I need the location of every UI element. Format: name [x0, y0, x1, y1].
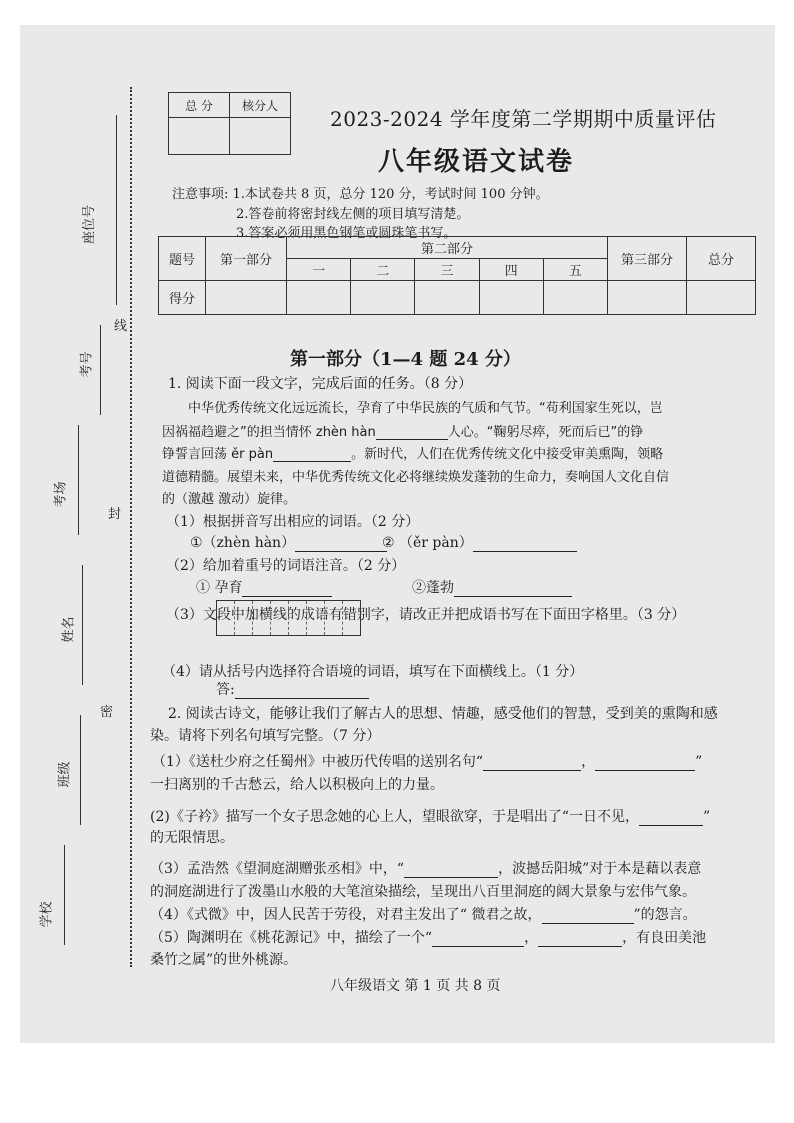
q2-s3-l2: 的洞庭湖进行了泼墨山水般的大笔渲染描绘，呈现出八百里洞庭的阔大景象与宏伟气象。 [150, 884, 696, 900]
q2-s2-l2: 的无限情思。 [150, 830, 234, 846]
name-label: 姓名 [61, 616, 77, 643]
poem-blank-3[interactable] [404, 877, 498, 878]
exam-subtitle: 八年级语文试卷 [378, 147, 575, 177]
erpan-blank[interactable] [273, 461, 351, 462]
score-cell[interactable] [479, 281, 543, 315]
q2-s2-a: (2)《子衿》描写一个女子思念她的心上人，望眼欲穿，于是唱出了“一日不见， [150, 809, 639, 825]
school-label: 学校 [39, 901, 55, 928]
q1-sub2-a [196, 577, 332, 597]
q2-s1-l2: 一扫离别的千古愁云，给人以积极向上的力量。 [150, 777, 444, 793]
q1-para-l2 [162, 421, 643, 440]
part2-sub-2: 二 [351, 259, 415, 281]
q1-sub1-b [382, 532, 577, 552]
part2-sub-1: 一 [287, 259, 351, 281]
seal-dotted-line [130, 87, 132, 967]
q2-s5-b: ，有良田美池 [622, 930, 707, 946]
q2-s5-l2: 桑竹之属”的世外桃源。 [150, 952, 298, 968]
poem-blank-5b[interactable] [538, 946, 622, 947]
score-cell[interactable] [415, 281, 479, 315]
zhenhan-blank[interactable] [376, 439, 448, 440]
q1-sub2: （2）给加着重号的词语注音。（2 分） [166, 558, 406, 574]
class-label: 班级 [57, 761, 73, 788]
note-1: 注意事项: 1.本试卷共 8 页，总分 120 分，考试时间 100 分钟。 [172, 187, 549, 202]
total-score-label: 总 分 [169, 93, 230, 118]
part2-sub-4: 四 [479, 259, 543, 281]
score-box [168, 92, 291, 155]
q2-s4 [150, 904, 697, 924]
exam-no-line [100, 325, 101, 415]
grade-table [158, 236, 756, 315]
score-cell[interactable] [543, 281, 607, 315]
score-cell[interactable] [287, 281, 351, 315]
q2-s3-b: ，波撼岳阳城”对于本是藉以表意 [498, 861, 702, 877]
q1-sub1-a-label: ①（zhèn hàn） [190, 535, 296, 551]
seat-label: 座位号 [82, 204, 98, 245]
zhenhan-answer[interactable] [295, 551, 387, 552]
q2-s2 [150, 806, 710, 826]
q2-s1 [152, 751, 702, 771]
poem-blank-5a[interactable] [432, 946, 524, 947]
poem-blank-4[interactable] [542, 923, 634, 924]
part-one-title: 第一部分（1—4 题 24 分） [290, 349, 521, 370]
score-cell[interactable] [687, 281, 756, 315]
pengbo-answer[interactable] [454, 596, 572, 597]
page-footer: 八年级语文 第 1 页 共 8 页 [330, 978, 501, 994]
q1-sub1-b-label: ② （ěr pàn） [382, 535, 473, 551]
q2-s5-a: （5）陶渊明在《桃花源记》中，描绘了一个“ [150, 930, 433, 946]
q1-para-l2a: 因祸福趋避之”的担当情怀 zhèn hàn [162, 425, 376, 440]
q1-para-l5: 的（激越 激动）旋律。 [162, 492, 297, 507]
q1-para-l4: 道德精髓。展望未来，中华优秀传统文化必将继续焕发蓬勃的生命力，奏响国人文化自信 [162, 470, 670, 485]
q1-sub2-a-label: ① 孕育 [196, 580, 243, 596]
part1-head: 第一部分 [206, 237, 287, 281]
poem-blank-1b[interactable] [595, 770, 695, 771]
q2-s1-a: （1）《送杜少府之任蜀州》中被历代传唱的送别名句“ [152, 754, 484, 770]
seal-char-feng: 封 [108, 503, 121, 522]
exam-no-label: 考号 [79, 351, 95, 378]
room-line [78, 425, 79, 535]
q1-para-l3 [162, 443, 663, 462]
q2-s2-end: ” [703, 809, 711, 825]
room-label: 考场 [53, 481, 69, 508]
school-line [64, 845, 65, 945]
q2-s3 [150, 858, 701, 878]
q2-s5 [150, 927, 706, 947]
part2-sub-5: 五 [543, 259, 607, 281]
q1-stem: 1. 阅读下面一段文字，完成后面的任务。（8 分） [168, 376, 473, 392]
seal-char-mi: 密 [100, 701, 113, 720]
q1-para-l3a: 铮誓言回荡 ěr pàn [162, 447, 274, 462]
exam-paper [20, 25, 775, 1043]
q1-sub3: （3）文段中加横线的成语有错别字，请改正并把成语书写在下面田字格里。（3 分） [166, 607, 686, 623]
q1-sub4-ans-label: 答: [216, 682, 235, 698]
q2-s1-comma: ， [581, 754, 596, 770]
q1-para-l3b: 。新时代，人们在优秀传统文化中接受审美熏陶，领略 [351, 447, 664, 462]
erpan-answer[interactable] [473, 551, 577, 552]
note-2: 2.答卷前将密封线左侧的项目填写清楚。 [236, 207, 470, 222]
part3-head: 第三部分 [608, 237, 687, 281]
q1-para-l1: 中华优秀传统文化远远流长，孕育了中华民族的气质和气节。“苟利国家生死以，岂 [188, 401, 663, 416]
class-line [80, 715, 81, 825]
note-3: 3.答案必须用黑色钢笔或圆珠笔书写。 [236, 226, 457, 241]
poem-blank-2[interactable] [639, 825, 703, 826]
total-head: 总分 [687, 237, 756, 281]
score-cell[interactable] [206, 281, 287, 315]
q2-s4-a: （4）《式微》中，因人民苦于劳役，对君主发出了“ 微君之故， [150, 907, 542, 923]
q2-stem-l2: 染。请将下列名句填写完整。（7 分） [150, 728, 381, 744]
score-cell[interactable] [351, 281, 415, 315]
seal-char-xian: 线 [114, 315, 127, 334]
q2-s4-b: ”的怨言。 [633, 907, 697, 923]
col-head: 题号 [159, 237, 206, 281]
q1-sub2-b-label: ②蓬勃 [412, 580, 454, 596]
score-cell[interactable] [608, 281, 687, 315]
q1-sub4-answer [216, 679, 369, 699]
checker-cell[interactable] [230, 118, 291, 155]
q2-stem-l1: 2. 阅读古诗文，能够让我们了解古人的思想、情趣，感受他们的智慧，受到美的熏陶和感 [168, 706, 718, 722]
q2-s1-end: ” [695, 754, 703, 770]
q2-s3-a: （3）孟浩然《望洞庭湖赠张丞相》中，“ [150, 861, 405, 877]
name-line [82, 565, 83, 685]
part2-head: 第二部分 [287, 237, 608, 259]
q1-para-l2b: 人心。“鞠躬尽瘁，死而后已”的铮 [447, 425, 644, 440]
q1-sub1-a [190, 532, 387, 552]
row-head: 得分 [159, 281, 206, 315]
yunyu-answer[interactable] [242, 596, 332, 597]
word-choice-answer[interactable] [235, 698, 369, 699]
checker-label: 核分人 [230, 93, 291, 118]
q1-sub4: （4）请从括号内选择符合语境的词语，填写在下面横线上。（1 分） [162, 664, 584, 680]
q1-sub2-b [412, 577, 572, 597]
seat-line [116, 115, 117, 305]
q1-sub1: （1）根据拼音写出相应的词语。（2 分） [166, 514, 420, 530]
idiom-grid[interactable] [216, 600, 361, 636]
part2-sub-3: 三 [415, 259, 479, 281]
poem-blank-1a[interactable] [483, 770, 581, 771]
q2-s5-comma: ， [524, 930, 539, 946]
total-score-cell[interactable] [169, 118, 230, 155]
exam-title: 2023-2024 学年度第二学期期中质量评估 [330, 107, 717, 131]
